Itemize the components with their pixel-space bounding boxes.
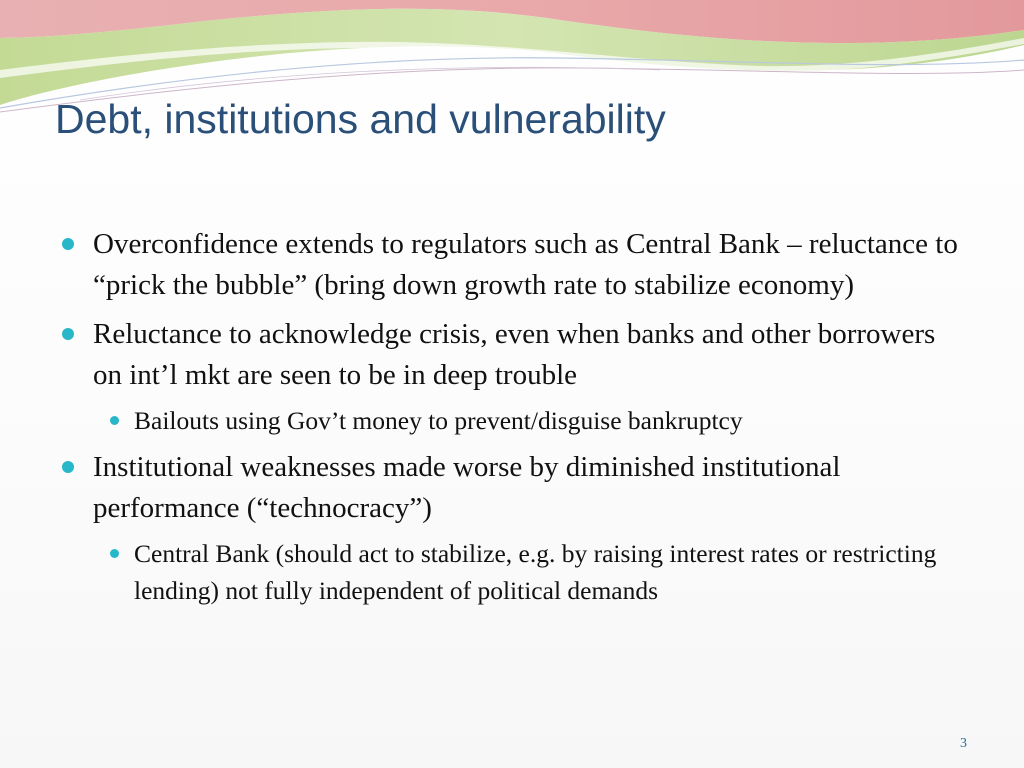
bullet-item	[62, 224, 962, 306]
bullet-text: Institutional weaknesses made worse by diminished institutional performance (“technocracy”)	[93, 451, 841, 524]
bullet-dot-icon	[110, 549, 119, 558]
bullet-dot-icon	[62, 238, 74, 250]
slide-title: Debt, institutions and vulnerability	[55, 96, 666, 142]
bullet-dot-icon	[62, 328, 74, 340]
bullet-item	[62, 447, 962, 609]
bullet-text: Overconfidence extends to regulators such as Central Bank – reluctance to “prick the bubble” (bring down growth rate to stabilize economy)	[93, 228, 958, 301]
sub-bullet-text: Central Bank (should act to stabilize, e.g. by raising interest rates or restricting lending) not fully independent of political demands	[134, 539, 937, 605]
sub-bullet-list	[93, 402, 962, 439]
bullet-list	[62, 224, 962, 617]
page-number: 3	[960, 736, 967, 751]
sub-bullet-text: Bailouts using Gov’t money to prevent/disguise bankruptcy	[134, 406, 743, 435]
bullet-text: Reluctance to acknowledge crisis, even when banks and other borrowers on int’l mkt are seen to be in deep trouble	[93, 318, 936, 391]
sub-bullet-list	[93, 535, 962, 609]
sub-bullet-item	[93, 535, 962, 609]
bullet-dot-icon	[110, 416, 119, 425]
bullet-dot-icon	[62, 461, 74, 473]
sub-bullet-item	[93, 402, 962, 439]
bullet-item	[62, 314, 962, 439]
